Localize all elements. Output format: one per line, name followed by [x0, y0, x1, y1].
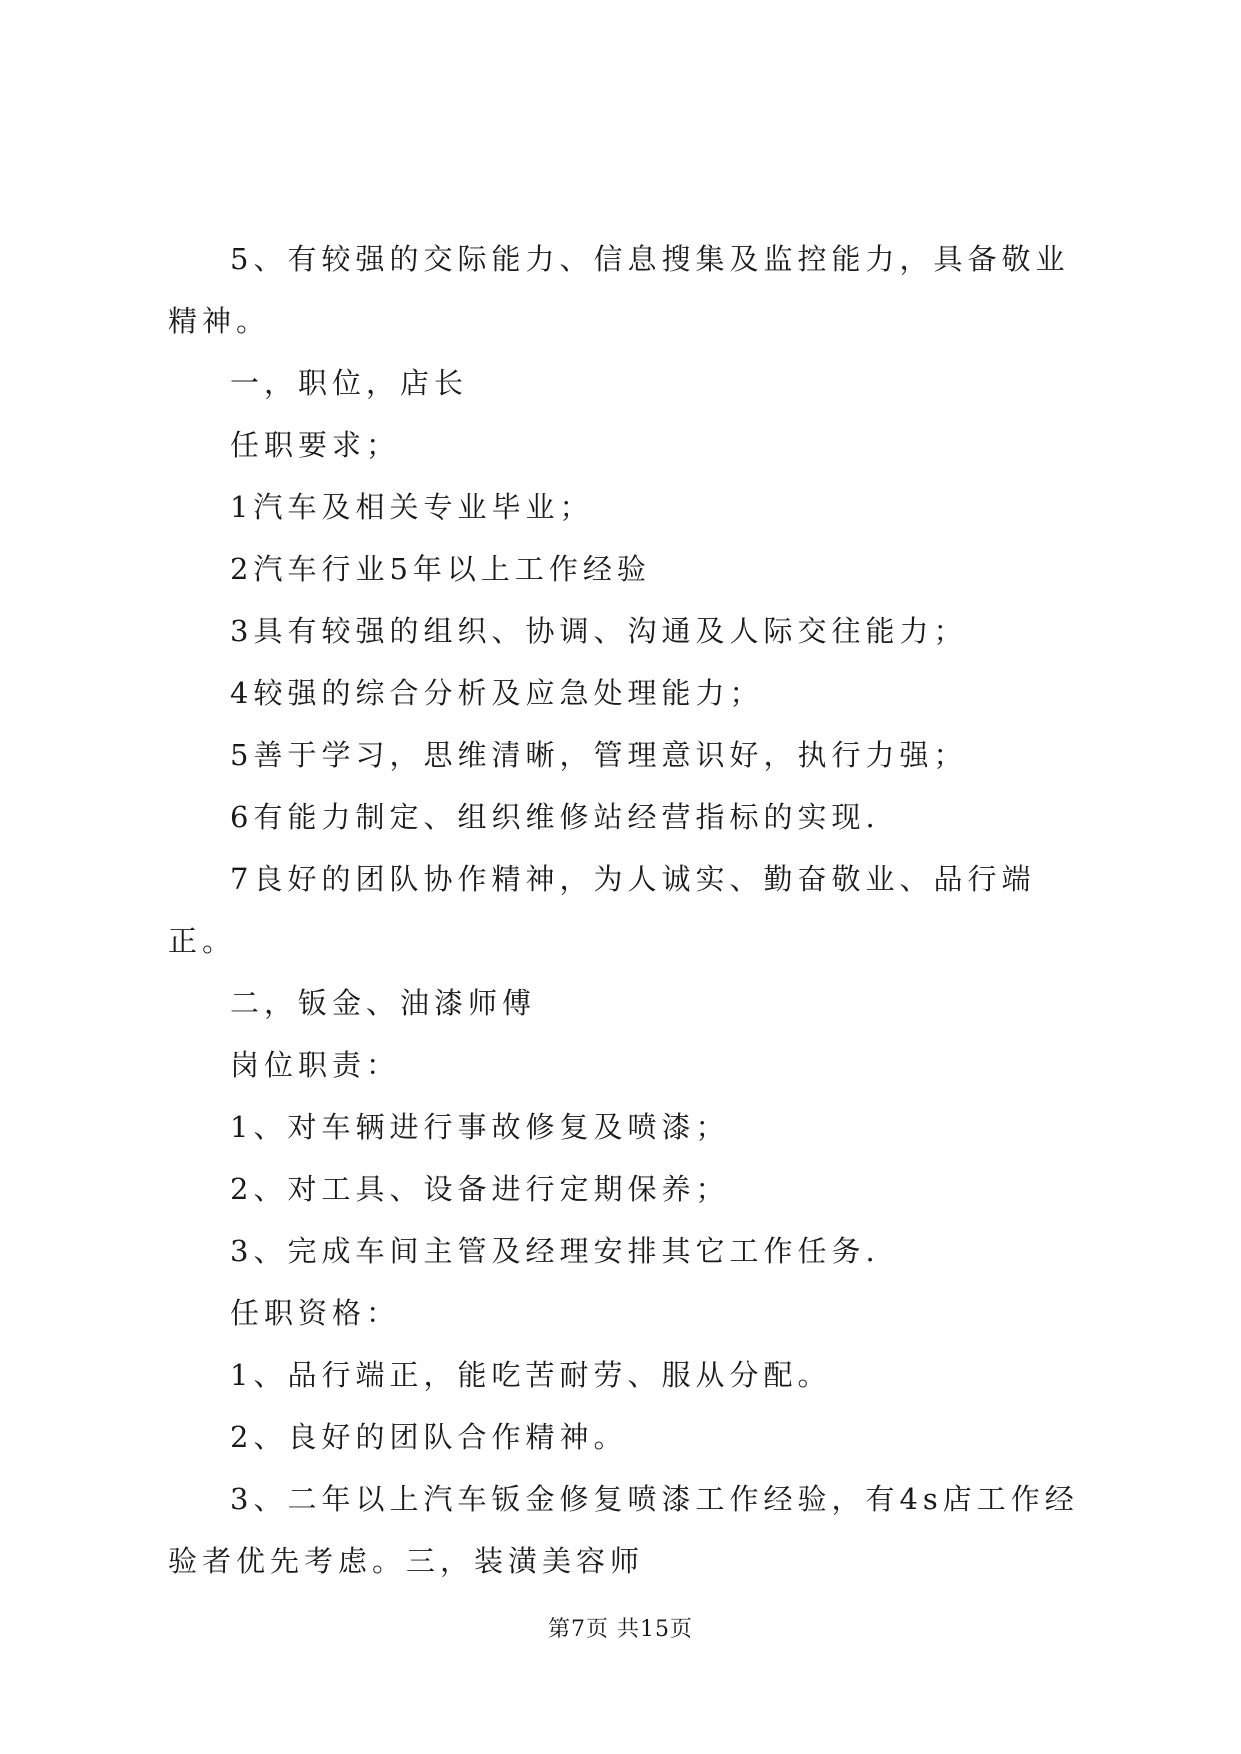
document-body: [168, 228, 1103, 1592]
list-item: 1、对车辆进行事故修复及喷漆；: [230, 1110, 730, 1144]
section-heading: 一，职位，店长: [230, 366, 469, 400]
paragraph: 任职资格：: [230, 1296, 401, 1330]
section-heading: 二，钣金、油漆师傅: [230, 986, 537, 1020]
list-item: 7良好的团队协作精神，为人诚实、勤奋敬业、品行端正。: [168, 862, 1036, 958]
list-item: 2汽车行业5年以上工作经验: [230, 552, 651, 586]
list-item: 2、良好的团队合作精神。: [230, 1420, 628, 1454]
list-item: 4较强的综合分析及应急处理能力；: [230, 676, 764, 710]
paragraph: 5、有较强的交际能力、信息搜集及监控能力，具备敬业精神。: [168, 242, 1070, 338]
list-item: 6有能力制定、组织维修站经营指标的实现.: [230, 800, 880, 834]
paragraph: 岗位职责：: [230, 1048, 401, 1082]
list-item: 1汽车及相关专业毕业；: [230, 490, 594, 524]
list-item: 1、品行端正，能吃苦耐劳、服从分配。: [230, 1358, 832, 1392]
list-item: 3、完成车间主管及经理安排其它工作任务.: [230, 1234, 880, 1268]
list-item: 3、二年以上汽车钣金修复喷漆工作经验，有4s店工作经验者优先考虑。三，装潢美容师: [168, 1482, 1079, 1578]
page-number-footer: 第7页 共15页: [548, 1617, 693, 1642]
list-item: 5善于学习，思维清晰，管理意识好，执行力强；: [230, 738, 968, 772]
paragraph: 任职要求；: [230, 428, 401, 462]
list-item: 2、对工具、设备进行定期保养；: [230, 1172, 730, 1206]
list-item: 3具有较强的组织、协调、沟通及人际交往能力；: [230, 614, 968, 648]
